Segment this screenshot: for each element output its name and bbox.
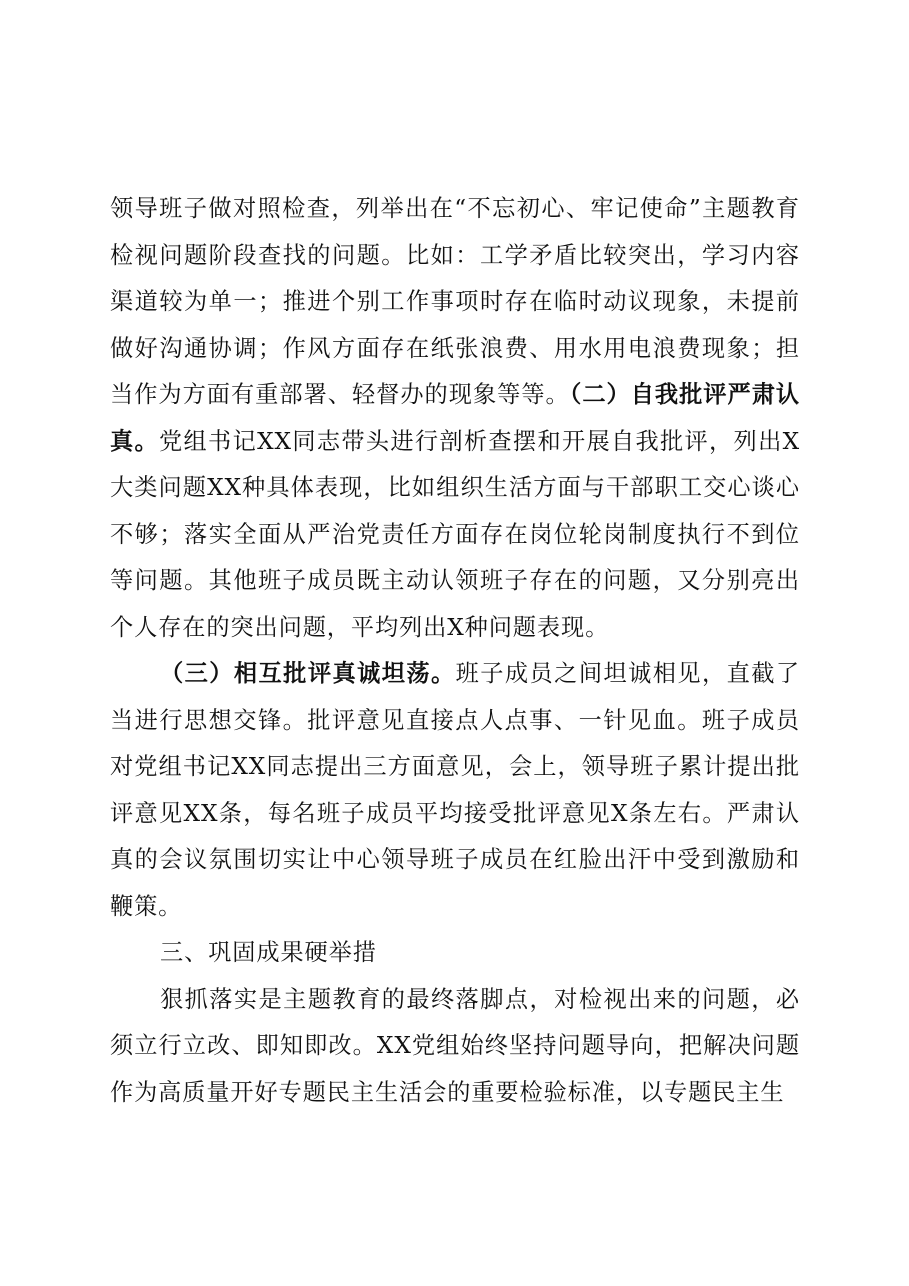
paragraph-self-criticism [110,186,800,651]
document-page [110,186,800,1116]
subheading-mutual-criticism: （三）相互批评真诚坦荡。 [160,660,456,687]
section-title: 三、巩固成果硬举措 [160,939,377,966]
paragraph-text: 班子成员之间坦诚相见，直截了当进行思想交锋。批评意见直接点人点事、一针见血。班子成员对党组书记XX同志提出三方面意见，会上，领导班子累计提出批评意见XX条，每名班子成员平均接受批评意见X条左右。严肃认真的会议氛围切实让中心领导班子成员在红脸出汗中受到激励和鞭策。 [110,660,800,920]
subheading-self-criticism: （二）自我批评严肃认真。 [110,381,800,455]
paragraph-mutual-criticism [110,651,800,930]
paragraph-implementation [110,977,800,1117]
paragraph-text: 狠抓落实是主题教育的最终落脚点，对检视出来的问题，必须立行立改、即知即改。XX党组始终坚持问题导向，把解决问题作为高质量开好专题民主生活会的重要检验标准，以专题民主生 [110,985,800,1106]
paragraph-text: 领导班子做对照检查，列举出在“不忘初心、牢记使命”主题教育检视问题阶段查找的问题。比如：工学矛盾比较突出，学习内容渠道较为单一；推进个别工作事项时存在临时动议现象，未提前做好沟通协调；作风方面存在纸张浪费、用水用电浪费现象；担当作为方面有重部署、轻督办的现象等等。 [110,195,800,408]
paragraph-text: 党组书记XX同志带头进行剖析查摆和开展自我批评，列出X大类问题XX种具体表现，比如组织生活方面与干部职工交心谈心不够；落实全面从严治党责任方面存在岗位轮岗制度执行不到位等问题。其他班子成员既主动认领班子存在的问题，又分别亮出个人存在的突出问题，平均列出X种问题表现。 [110,427,800,641]
